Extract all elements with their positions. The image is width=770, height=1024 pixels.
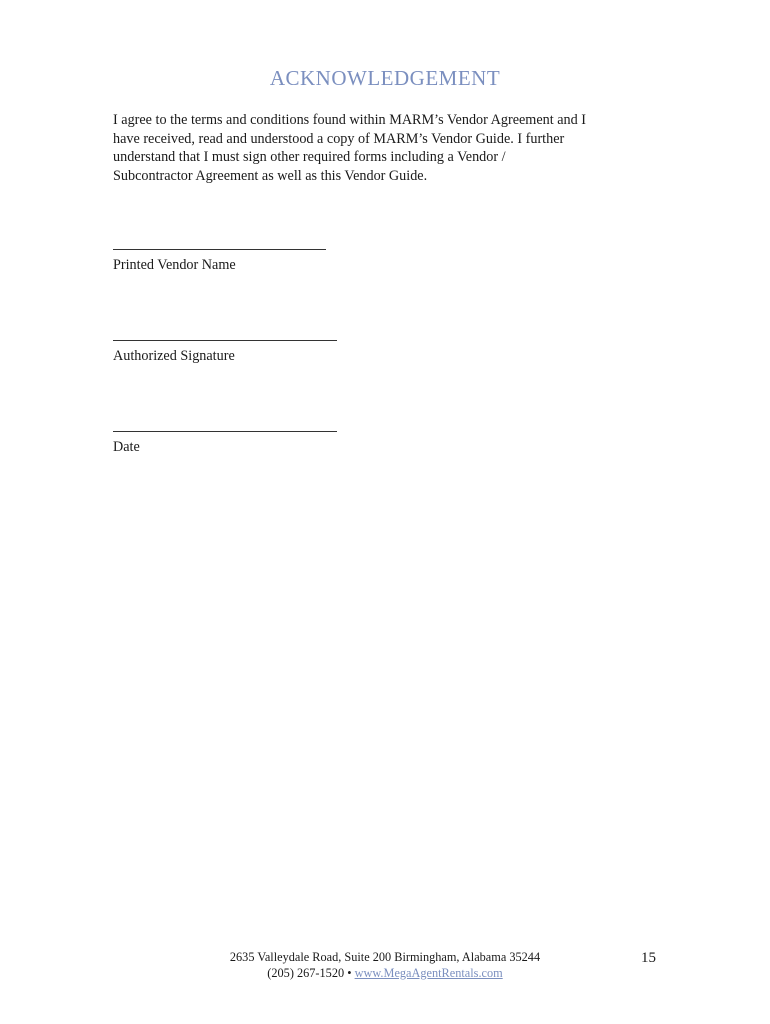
printed-vendor-name-label: Printed Vendor Name [113,257,236,273]
text-line: have received, read and understood a copy of MARM’s Vendor Guide. I further [113,130,565,147]
date-field [113,431,337,455]
footer-phone: (205) 267-1520 [267,965,345,980]
authorized-signature-label: Authorized Signature [113,348,235,364]
footer-website-link[interactable]: www.MegaAgentRentals.com [354,965,503,980]
text-line: Subcontractor Agreement as well as this Vendor Guide. [113,167,428,184]
authorized-signature-field [113,340,337,364]
authorized-signature-line[interactable] [113,340,337,341]
page-number: 15 [641,950,656,966]
footer-separator: • [347,965,352,980]
text-line: I agree to the terms and conditions found within MARM’s Vendor Agreement and I [113,112,586,128]
footer-contact [0,966,770,982]
printed-vendor-name-line[interactable] [113,249,326,250]
date-label: Date [113,439,140,455]
date-line[interactable] [113,431,337,432]
page-title: ACKNOWLEDGEMENT [269,66,501,90]
printed-vendor-name-field [113,249,326,273]
footer-address: 2635 Valleydale Road, Suite 200 Birmingham, Alabama 35244 [229,950,541,964]
acknowledgement-text [113,111,658,185]
text-line: understand that I must sign other required forms including a Vendor / [113,149,506,165]
